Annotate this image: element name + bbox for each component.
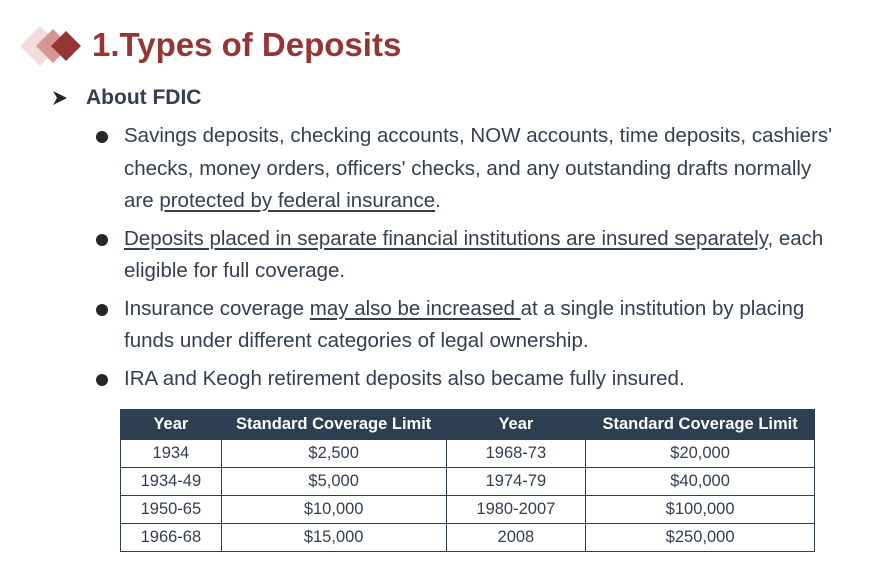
bullet-dot-icon <box>96 374 108 386</box>
cell-limit: $2,500 <box>221 440 446 468</box>
underlined-text: may also be increased <box>309 296 521 320</box>
cell-limit: $5,000 <box>221 468 446 496</box>
bullet-text-segment: . <box>435 189 441 212</box>
bullet-text-segment: at a single institution by placing funds under different categories of legal ownership. <box>124 296 805 352</box>
cell-limit: $20,000 <box>586 440 815 468</box>
bullet-text <box>124 223 836 288</box>
header-limit-2: Standard Coverage Limit <box>586 410 815 440</box>
table-row <box>121 440 815 468</box>
cell-limit: $10,000 <box>221 496 446 524</box>
cell-year: 1980-2007 <box>446 496 586 524</box>
arrowhead-icon <box>52 90 68 106</box>
bullet-text-segment: Savings deposits, checking accounts, NOW accounts, time deposits, cashiers' checks, money orders, officers' checks, and any outstanding drafts normally are <box>124 124 833 212</box>
cell-limit: $250,000 <box>586 524 815 552</box>
table-row <box>121 524 815 552</box>
cell-year: 1968-73 <box>446 440 586 468</box>
bullet-item <box>96 363 836 396</box>
subheading-text: About FDIC <box>86 86 202 109</box>
bullet-list <box>96 120 836 400</box>
bullet-item <box>96 223 836 288</box>
header-year-2: Year <box>446 410 586 440</box>
bullet-text-segment: IRA and Keogh retirement deposits also became fully insured. <box>124 366 685 390</box>
bullet-dot-icon <box>96 131 108 143</box>
cell-year: 1966-68 <box>121 524 222 552</box>
table-row <box>121 468 815 496</box>
cell-year: 1974-79 <box>446 468 586 496</box>
bullet-text-segment: Insurance coverage <box>124 296 310 320</box>
bullet-item <box>96 120 836 218</box>
cell-limit: $100,000 <box>586 496 815 524</box>
bullet-text <box>124 363 836 396</box>
cell-limit: $15,000 <box>221 524 446 552</box>
bullet-dot-icon <box>96 234 108 246</box>
subheading <box>52 84 201 112</box>
bullet-item <box>96 293 836 358</box>
cell-year: 2008 <box>446 524 586 552</box>
cell-year: 1934 <box>121 440 222 468</box>
diamonds-logo-icon <box>20 24 90 68</box>
underlined-text: Deposits placed in separate financial institutions are insured separately <box>124 226 768 250</box>
table-row <box>121 496 815 524</box>
bullet-text <box>124 293 836 358</box>
cell-year: 1934-49 <box>121 468 222 496</box>
header-year-1: Year <box>121 410 222 440</box>
header-limit-1: Standard Coverage Limit <box>221 410 446 440</box>
cell-year: 1950-65 <box>121 496 222 524</box>
page-title: 1.Types of Deposits <box>92 26 402 63</box>
bullet-dot-icon <box>96 304 108 316</box>
table-header-row <box>121 410 815 440</box>
cell-limit: $40,000 <box>586 468 815 496</box>
bullet-text <box>124 120 836 218</box>
coverage-table <box>120 409 815 552</box>
bullet-text-segment: , each eligible for full coverage. <box>124 226 824 282</box>
underlined-text: protected by federal insurance <box>159 189 436 212</box>
